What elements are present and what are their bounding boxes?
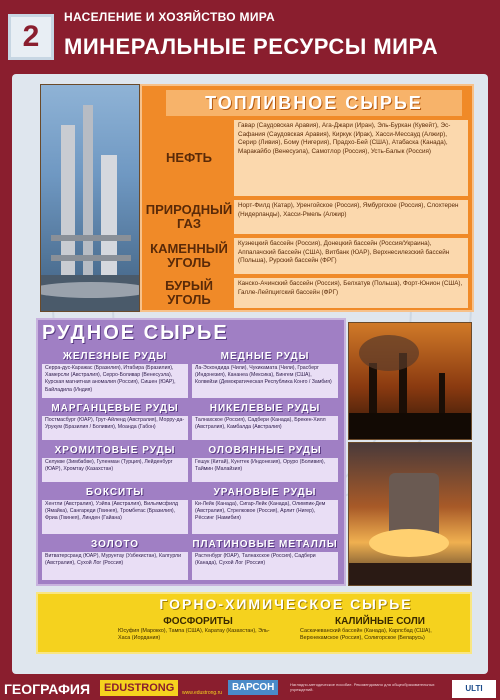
chemical-section [36, 592, 472, 654]
ore-cell-uranium [192, 486, 338, 534]
chem-deposits: Саскачеванский бассейн (Канада), Карлсбад (США), Верхнекамское (Россия), Солигорское (Беларусь) [300, 628, 432, 642]
ore-heading: ПЛАТИНОВЫЕ МЕТАЛЛЫ [192, 539, 338, 550]
ore-cell-gold [42, 538, 188, 580]
ore-deposits: Витватерсранд (ЮАР), Мурунтау (Узбекистан), Калгурли (Австралия), Сухой Лог (Россия) [42, 552, 188, 580]
varson-logo: ВАРСОН [228, 680, 278, 695]
ore-heading: БОКСИТЫ [85, 487, 145, 498]
chemical-section-title: ГОРНО-ХИМИЧЕСКОЕ СЫРЬЕ [159, 596, 413, 612]
footer-subject: ГЕОГРАФИЯ [4, 681, 91, 697]
ore-heading: ЖЕЛЕЗНЫЕ РУДЫ [62, 351, 168, 362]
ore-heading: УРАНОВЫЕ РУДЫ [213, 487, 317, 498]
ore-section [36, 318, 346, 586]
ore-deposits: Гешук (Китай), Кунгтек (Индонезия), Оруро (Боливия), Таймин (Малайзия) [192, 458, 338, 482]
ore-heading: ЗОЛОТО [90, 539, 140, 550]
ore-cell-nickel [192, 402, 338, 440]
footer-info: Наглядно-методическое пособие. Рекомендовано для общеобразовательных учреждений. [290, 682, 435, 692]
fuel-deposits: Канско-Ачинский бассейн (Россия), Белхатув (Польша), Форт-Юнион (США), Галле-Лейпцигский бассейн (ФРГ) [234, 278, 468, 308]
ore-heading: ОЛОВЯННЫЕ РУДЫ [208, 445, 322, 456]
ore-heading: НИКЕЛЕВЫЕ РУДЫ [209, 403, 321, 414]
ore-deposits: Ла-Эскондида (Чили), Чукикамата (Чили), Грасберг (Индонезия), Кананеа (Мексика), Бингем (США), Колвейзи (Демократическая Республика Конго / Замбия) [192, 364, 338, 398]
chem-deposits: Юсуфия (Марокко), Тампа (США), Каратау (Казахстан), Эль-Хаса (Иордания) [118, 628, 270, 642]
smokestack-photo [348, 322, 472, 440]
ore-deposits: Постмасбург (ЮАР), Грут-Айленд (Австралия), Морру-да-Урукум (Бразилия / Боливия), Моанда (Габон) [42, 416, 188, 440]
ore-section-title: РУДНОЕ СЫРЬЕ [42, 322, 229, 344]
fuel-deposits: Кузнецкий бассейн (Россия), Донецкий бассейн (Россия/Украина), Аппалачский бассейн (США), Витбанк (ЮАР), Верхнесилезский бассейн (Польша), Рурский бассейн (ФРГ) [234, 238, 468, 274]
footer-site: www.edustrong.ru [182, 690, 223, 696]
ore-deposits: Серра-дус-Каражас (Бразилия), Итабира (Бразилия), Хамерсли (Австралия), Серро-Боливар (Венесуэла), Курская магнитная аномалия (Россия), Сишен (ЮАР), Байладила (Индия) [42, 364, 188, 398]
steel-mill-photo [348, 442, 472, 586]
fuel-row-coal [148, 238, 468, 274]
ore-heading: МАРГАНЦЕВЫЕ РУДЫ [51, 403, 179, 414]
ore-cell-platinum [192, 538, 338, 580]
ore-deposits: Ки-Лейк (Канада), Сигар-Лейк (Канада), Олимпик-Дем (Австралия), Стрелковое (Россия), Арлит (Нигер), Рёссинг (Намибия) [192, 500, 338, 534]
fuel-deposits: Гавар (Саудовская Аравия), Ага-Джари (Иран), Эль-Буркан (Кувейт), Эс-Сафания (Саудовская Аравия), Киркук (Ирак), Хасси-Мессауд (Алжир), Серир (Ливия), Бому (Нигерия), Прадхо-Бей (США), Атабаска (Канада), Маракайбо (Венесуэла), Самотлор (Россия), Усть-Балык (Россия) [234, 120, 468, 196]
chem-col-phosphorite [118, 616, 278, 643]
fuel-section [140, 84, 474, 312]
ore-heading: МЕДНЫЕ РУДЫ [220, 351, 310, 362]
chem-col-potash [300, 616, 460, 643]
ore-cell-chromite [42, 444, 188, 482]
fuel-label: КАМЕННЫЙ УГОЛЬ [150, 240, 228, 270]
ore-cell-copper [192, 350, 338, 398]
ulti-logo: ULTI [452, 680, 496, 698]
ore-cell-iron [42, 350, 188, 398]
ore-cell-bauxite [42, 486, 188, 534]
ore-deposits: Талнахское (Россия), Садбери (Канада), Брекен-Хилл (Австралия), Камбалда (Австралия) [192, 416, 338, 440]
ore-deposits: Хентли (Австралия), Уэйпа (Австралия), Вильямсфилд (Ямайка), Сангареди (Гвинея), Тромбетас (Бразилия), Фриа (Гвинея), Линден (Гайана) [42, 500, 188, 534]
chem-heading: ФОСФОРИТЫ [163, 616, 233, 627]
refinery-photo [40, 84, 140, 312]
subject-title: НАСЕЛЕНИЕ И ХОЗЯЙСТВО МИРА [64, 10, 275, 24]
footer [0, 678, 500, 700]
fuel-label: БУРЫЙ УГОЛЬ [165, 277, 213, 307]
ore-cell-tin [192, 444, 338, 482]
fuel-row-lignite [148, 278, 468, 308]
ore-deposits: Растенбург (ЮАР), Талнахское (Россия), Садбери (Канада), Сухой Лог (Россия) [192, 552, 338, 580]
fuel-section-title: ТОПЛИВНОЕ СЫРЬЕ [166, 90, 462, 116]
fuel-row-oil [148, 120, 468, 196]
ore-heading: ХРОМИТОВЫЕ РУДЫ [54, 445, 176, 456]
fuel-row-gas [145, 200, 468, 234]
lesson-number-badge: 2 [8, 14, 54, 60]
fuel-label: НЕФТЬ [166, 149, 212, 165]
header [0, 0, 500, 70]
ore-cell-manganese [42, 402, 188, 440]
chem-heading: КАЛИЙНЫЕ СОЛИ [334, 616, 425, 627]
fuel-label: ПРИРОДНЫЙ ГАЗ [145, 201, 233, 231]
ore-deposits: Селуквe (Зимбабве), Гуленман (Турция), Лейденбург (ЮАР), Хромтау (Казахстан) [42, 458, 188, 482]
page-title: МИНЕРАЛЬНЫЕ РЕСУРСЫ МИРА [64, 34, 439, 59]
fuel-deposits: Норт-Филд (Катар), Уренгойское (Россия), Ямбургское (Россия), Слохтерен (Нидерланды), Хасси-Рмель (Алжир) [234, 200, 468, 234]
edustrong-logo: EDUSTRONG [100, 680, 178, 696]
